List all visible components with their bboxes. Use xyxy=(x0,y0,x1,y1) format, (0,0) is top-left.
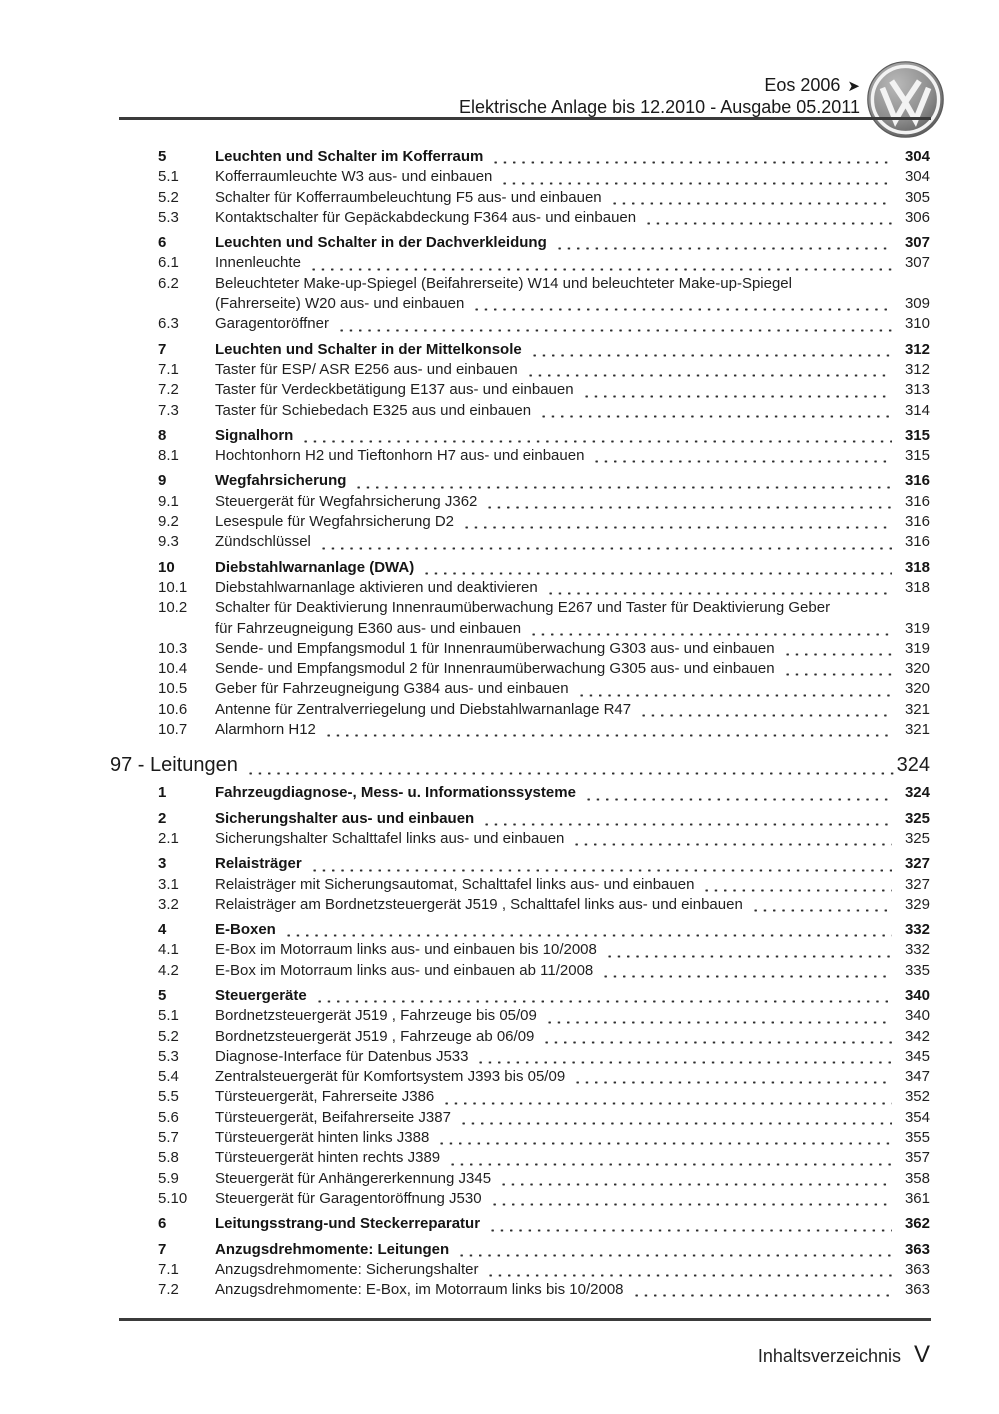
toc-entry-title: Relaisträger xyxy=(215,855,302,873)
toc-entry-page: 335 xyxy=(904,961,930,979)
dot-leader xyxy=(584,783,892,803)
dot-leader xyxy=(485,492,892,512)
toc-entry-page: 363 xyxy=(904,1260,930,1278)
toc-entry-number: 5.6 xyxy=(158,1108,179,1126)
toc-entry-number: 10.1 xyxy=(158,578,188,596)
toc-entry-row xyxy=(110,314,930,334)
toc-entry-title: Sende- und Empfangsmodul 2 für Innenraumüberwachung G305 aus- und einbauen xyxy=(215,660,775,678)
toc-entry-page: 304 xyxy=(904,148,930,165)
toc-entry-row xyxy=(110,940,930,960)
toc-entry-row xyxy=(110,492,930,512)
toc-entry-row xyxy=(110,1047,930,1067)
dot-leader xyxy=(573,1067,892,1087)
toc-entry-title-line1: Schalter für Deaktivierung Innenraumüberwachung E267 und Taster für Deaktivierung Geber xyxy=(215,599,831,617)
dot-leader xyxy=(529,619,892,639)
toc-entry-page: 347 xyxy=(904,1068,930,1086)
toc-entry-row xyxy=(110,1027,930,1047)
dot-leader xyxy=(462,512,892,532)
toc-entry-title: Diagnose-Interface für Datenbus J533 xyxy=(215,1047,469,1065)
toc-entry-title: Leuchten und Schalter in der Dachverkleidung xyxy=(215,234,547,252)
toc-entry-page: 307 xyxy=(904,234,930,252)
toc-entry-page: 354 xyxy=(904,1108,930,1126)
toc-entry-row xyxy=(110,1169,930,1189)
toc-entry-page: 327 xyxy=(904,875,930,893)
toc-entry-row xyxy=(110,598,930,639)
toc-entry-page: 320 xyxy=(904,660,930,678)
toc-entry-page: 315 xyxy=(904,426,930,444)
toc-entry-title: Türsteuergerät, Beifahrerseite J387 xyxy=(215,1108,451,1126)
toc-entry-title: Türsteuergerät hinten links J388 xyxy=(215,1129,430,1147)
model-name: Eos 2006 xyxy=(764,75,841,95)
toc-entry-page: 305 xyxy=(904,188,930,206)
toc-entry-number: 10.2 xyxy=(158,599,188,617)
toc-entry-title: Sende- und Empfangsmodul 1 für Innenraumüberwachung G303 aus- und einbauen xyxy=(215,639,775,657)
dot-leader xyxy=(324,720,892,740)
toc-entry-row xyxy=(110,1067,930,1087)
toc-entry-title-line2: für Fahrzeugneigung E360 aus- und einbauen xyxy=(215,619,522,637)
dot-leader xyxy=(546,578,892,598)
toc-entry-page: 340 xyxy=(904,986,930,1004)
dot-leader xyxy=(592,446,892,466)
toc-entry-title-line2-row xyxy=(215,619,930,639)
toc-entry-number: 10.7 xyxy=(158,721,188,739)
toc-entry-page: 357 xyxy=(904,1149,930,1167)
toc-entry-page: 316 xyxy=(904,533,930,551)
toc-entry-title: Signalhorn xyxy=(215,426,294,444)
vw-logo-icon xyxy=(867,61,944,138)
toc-entry-title: Wegfahrsicherung xyxy=(215,472,347,490)
toc-entry-title: Kofferraumleuchte W3 aus- und einbauen xyxy=(215,168,493,186)
toc-entry-page: 316 xyxy=(904,492,930,510)
page-footer xyxy=(758,1341,930,1369)
header-subtitle: Elektrische Anlage bis 12.2010 - Ausgabe 05.2011 xyxy=(459,97,860,117)
toc-entry-row xyxy=(110,1189,930,1209)
toc-entry-row xyxy=(110,274,930,315)
toc-entry-row xyxy=(110,401,930,421)
dot-leader xyxy=(448,1148,892,1168)
toc-entry-number: 6.1 xyxy=(158,254,179,272)
toc-entry-page: 321 xyxy=(904,721,930,739)
toc-entry-page: 358 xyxy=(904,1169,930,1187)
toc-entry-page: 321 xyxy=(904,700,930,718)
toc-entry-row xyxy=(110,167,930,187)
toc-entry-title: Schalter für Kofferraumbeleuchtung F5 aus- und einbauen xyxy=(215,188,602,206)
toc-entry-row xyxy=(110,471,930,491)
toc-entry-title: Bordnetzsteuergerät J519 , Fahrzeuge bis 05/09 xyxy=(215,1007,537,1025)
toc-entry-number: 4.1 xyxy=(158,941,179,959)
toc-entry-number: 2.1 xyxy=(158,829,179,847)
toc-entry-number: 5.1 xyxy=(158,1007,179,1025)
page-header xyxy=(459,75,860,117)
toc-entry-row xyxy=(110,1260,930,1280)
toc-entry-number: 7 xyxy=(158,1240,167,1258)
toc-entry-title: Zentralsteuergerät für Komfortsystem J393 bis 05/09 xyxy=(215,1068,566,1086)
toc-entry-row xyxy=(110,854,930,874)
toc-entry-number: 5 xyxy=(158,148,167,165)
dot-leader xyxy=(500,167,892,187)
toc-entry-number: 8.1 xyxy=(158,447,179,465)
toc-entry-title: E-Box im Motorraum links aus- und einbauen ab 11/2008 xyxy=(215,961,594,979)
toc-entry-row xyxy=(110,961,930,981)
toc-entry-row xyxy=(110,253,930,273)
toc-entry-page: 325 xyxy=(904,829,930,847)
toc-entry-number: 6.3 xyxy=(158,315,179,333)
toc-entry-title: Leuchten und Schalter im Kofferraum xyxy=(215,148,484,165)
toc-entry-number: 5 xyxy=(158,986,167,1004)
footer-page-number: V xyxy=(913,1341,930,1368)
toc-entry-number: 10.6 xyxy=(158,700,188,718)
toc-entry-title: Geber für Fahrzeugneigung G384 aus- und einbauen xyxy=(215,680,569,698)
toc-entry-title: Alarmhorn H12 xyxy=(215,721,316,739)
toc-entry-number: 7.1 xyxy=(158,360,179,378)
dot-leader xyxy=(422,558,892,578)
toc-entry-page: 304 xyxy=(904,168,930,186)
toc-entry-page: 312 xyxy=(904,360,930,378)
dot-leader xyxy=(545,1006,892,1026)
toc-entry-title-wrap xyxy=(215,598,930,639)
toc-entry-page: 362 xyxy=(904,1215,930,1233)
toc-entry-row xyxy=(110,512,930,532)
dot-leader xyxy=(315,986,892,1006)
toc-entry-row xyxy=(110,380,930,400)
footer-label: Inhaltsverzeichnis xyxy=(757,1346,901,1366)
dot-leader xyxy=(639,700,892,720)
toc-entry-row xyxy=(110,1108,930,1128)
toc-entry-title-wrap xyxy=(215,274,930,315)
toc-entry-page: 329 xyxy=(904,895,930,913)
toc-entry-number: 1 xyxy=(158,784,167,802)
model-arrow-icon: ➤ xyxy=(847,78,860,95)
toc-entry-row xyxy=(110,829,930,849)
toc-entry-page: 324 xyxy=(904,784,930,802)
toc-chapter-row xyxy=(110,753,930,778)
dot-leader xyxy=(488,1214,892,1234)
dot-leader xyxy=(459,1108,892,1128)
toc-entry-row xyxy=(110,558,930,578)
dot-leader xyxy=(783,659,892,679)
toc-entry-row xyxy=(110,809,930,829)
toc-entry-page: 352 xyxy=(904,1088,930,1106)
toc-entry-row xyxy=(110,340,930,360)
toc-entry-title: Steuergeräte xyxy=(215,986,307,1004)
toc-entry-number: 6 xyxy=(158,234,167,252)
dot-leader xyxy=(499,1169,892,1189)
toc-entry-title: Garagentoröffner xyxy=(215,315,329,333)
toc-entry-number: 6.2 xyxy=(158,274,179,292)
dot-leader xyxy=(309,253,892,273)
toc-entry-row xyxy=(110,679,930,699)
toc-entry-title: Relaisträger am Bordnetzsteuergerät J519 , Schalttafel links aus- und einbauen xyxy=(215,895,743,913)
toc-entry-title: Türsteuergerät, Fahrerseite J386 xyxy=(215,1088,435,1106)
toc-entry-title: Steuergerät für Garagentoröffnung J530 xyxy=(215,1189,482,1207)
toc-entry-title: Antenne für Zentralverriegelung und Diebstahlwarnanlage R47 xyxy=(215,700,632,718)
dot-leader xyxy=(577,679,892,699)
toc-entry-page: 319 xyxy=(904,639,930,657)
dot-leader xyxy=(783,639,892,659)
toc-entry-row xyxy=(110,700,930,720)
toc-entry-page: 342 xyxy=(904,1027,930,1045)
toc-entry-title: Hochtonhorn H2 und Tieftonhorn H7 aus- und einbauen xyxy=(215,447,585,465)
toc-entry-number: 6 xyxy=(158,1215,167,1233)
toc-entry-number: 10.5 xyxy=(158,680,188,698)
toc-entry-number: 5.7 xyxy=(158,1129,179,1147)
dot-leader xyxy=(702,875,892,895)
toc-entry-number: 7.3 xyxy=(158,401,179,419)
toc-entry-number: 5.8 xyxy=(158,1149,179,1167)
toc-entry-page: 319 xyxy=(904,619,930,637)
toc-entry-page: 327 xyxy=(904,855,930,873)
dot-leader xyxy=(319,532,892,552)
toc-entry-number: 9.1 xyxy=(158,492,179,510)
dot-leader xyxy=(601,961,892,981)
toc-entry-number: 9 xyxy=(158,472,167,490)
toc-entry-row xyxy=(110,578,930,598)
toc-entry-title: Anzugsdrehmomente: Leitungen xyxy=(215,1240,450,1258)
toc-entry-number: 5.5 xyxy=(158,1088,179,1106)
toc-entry-row xyxy=(110,147,930,167)
dot-leader xyxy=(437,1128,892,1148)
toc-entry-row xyxy=(110,720,930,740)
toc-entry-page: 306 xyxy=(904,208,930,226)
toc-entry-number: 8 xyxy=(158,426,167,444)
dot-leader xyxy=(605,940,892,960)
toc-entry-page: 312 xyxy=(904,340,930,358)
header-model-line xyxy=(459,75,860,97)
toc-entry-title: Fahrzeugdiagnose-, Mess- u. Informationssysteme xyxy=(215,784,576,802)
dot-leader xyxy=(644,208,892,228)
toc-entry-number: 3 xyxy=(158,855,167,873)
table-of-contents xyxy=(110,142,930,1300)
footer-rule xyxy=(119,1318,931,1321)
toc-entry-row xyxy=(110,1006,930,1026)
dot-leader xyxy=(490,1189,892,1209)
toc-entry-title-line2: (Fahrerseite) W20 aus- und einbauen xyxy=(215,295,465,313)
toc-entry-row xyxy=(110,986,930,1006)
dot-leader xyxy=(555,233,892,253)
toc-entry-title: Lesespule für Wegfahrsicherung D2 xyxy=(215,513,455,531)
toc-entry-number: 5.10 xyxy=(158,1189,188,1207)
toc-entry-number: 7.2 xyxy=(158,381,179,399)
toc-entry-number: 10.4 xyxy=(158,660,188,678)
toc-entry-title: Steuergerät für Anhängererkennung J345 xyxy=(215,1169,492,1187)
toc-entry-number: 5.3 xyxy=(158,1047,179,1065)
toc-entry-title: Innenleuchte xyxy=(215,254,301,272)
toc-entry-number: 10 xyxy=(158,558,175,576)
toc-entry-title: E-Box im Motorraum links aus- und einbauen bis 10/2008 xyxy=(215,941,597,959)
toc-entry-title: Diebstahlwarnanlage aktivieren und deaktivieren xyxy=(215,578,538,596)
toc-entry-row xyxy=(110,426,930,446)
toc-entry-title: Anzugsdrehmomente: E-Box, im Motorraum links bis 10/2008 xyxy=(215,1281,624,1299)
toc-entry-number: 9.2 xyxy=(158,513,179,531)
dot-leader xyxy=(751,895,892,915)
toc-entry-row xyxy=(110,920,930,940)
toc-entry-number: 4.2 xyxy=(158,961,179,979)
toc-entry-number: 2 xyxy=(158,809,167,827)
dot-leader xyxy=(610,188,892,208)
toc-entry-title: Relaisträger mit Sicherungsautomat, Schalttafel links aus- und einbauen xyxy=(215,875,695,893)
toc-entry-title: Sicherungshalter Schalttafel links aus- und einbauen xyxy=(215,829,565,847)
toc-entry-page: 310 xyxy=(904,315,930,333)
dot-leader xyxy=(310,854,892,874)
dot-leader xyxy=(582,380,892,400)
toc-entry-row xyxy=(110,783,930,803)
toc-entry-page: 332 xyxy=(904,921,930,939)
toc-entry-row xyxy=(110,233,930,253)
toc-entry-row xyxy=(110,1148,930,1168)
toc-entry-row xyxy=(110,1128,930,1148)
toc-entry-page: 315 xyxy=(904,447,930,465)
toc-entry-page: 318 xyxy=(904,578,930,596)
toc-entry-row xyxy=(110,188,930,208)
toc-entry-number: 9.3 xyxy=(158,533,179,551)
toc-entry-number: 5.4 xyxy=(158,1068,179,1086)
dot-leader xyxy=(246,753,894,778)
toc-entry-number: 7.1 xyxy=(158,1260,179,1278)
toc-entry-number: 5.2 xyxy=(158,1027,179,1045)
toc-entry-title: Steuergerät für Wegfahrsicherung J362 xyxy=(215,492,478,510)
toc-entry-row xyxy=(110,1240,930,1260)
toc-entry-title: Anzugsdrehmomente: Sicherungshalter xyxy=(215,1260,479,1278)
toc-entry-title: Leitungsstrang-und Steckerreparatur xyxy=(215,1215,481,1233)
toc-entry-title-line2-row xyxy=(215,294,930,314)
toc-entry-number: 7.2 xyxy=(158,1281,179,1299)
toc-entry-row xyxy=(110,1280,930,1300)
toc-chapter-title: 97 - Leitungen xyxy=(110,754,238,777)
toc-entry-row xyxy=(110,446,930,466)
dot-leader xyxy=(472,294,892,314)
dot-leader xyxy=(301,426,892,446)
toc-entry-row xyxy=(110,659,930,679)
dot-leader xyxy=(337,314,892,334)
toc-entry-title: Diebstahlwarnanlage (DWA) xyxy=(215,558,415,576)
toc-entry-page: 355 xyxy=(904,1129,930,1147)
toc-entry-page: 307 xyxy=(904,254,930,272)
toc-entry-row xyxy=(110,895,930,915)
toc-entry-title: Sicherungshalter aus- und einbauen xyxy=(215,809,475,827)
toc-entry-number: 7 xyxy=(158,340,167,358)
toc-entry-row xyxy=(110,1214,930,1234)
dot-leader xyxy=(539,401,892,421)
toc-entry-title: Zündschlüssel xyxy=(215,533,311,551)
toc-entry-page: 316 xyxy=(904,472,930,490)
toc-entry-number: 5.1 xyxy=(158,168,179,186)
dot-leader xyxy=(482,809,892,829)
toc-entry-page: 314 xyxy=(904,401,930,419)
dot-leader xyxy=(457,1240,892,1260)
toc-entry-number: 5.3 xyxy=(158,208,179,226)
toc-entry-page: 313 xyxy=(904,381,930,399)
dot-leader xyxy=(354,471,892,491)
toc-entry-page: 340 xyxy=(904,1007,930,1025)
toc-entry-page: 363 xyxy=(904,1281,930,1299)
toc-entry-title: Bordnetzsteuergerät J519 , Fahrzeuge ab 06/09 xyxy=(215,1027,535,1045)
toc-entry-page: 361 xyxy=(904,1189,930,1207)
toc-entry-title: Türsteuergerät hinten rechts J389 xyxy=(215,1149,441,1167)
toc-entry-page: 316 xyxy=(904,513,930,531)
toc-entry-page: 325 xyxy=(904,809,930,827)
toc-entry-number: 5.9 xyxy=(158,1169,179,1187)
dot-leader xyxy=(572,829,892,849)
toc-entry-page: 309 xyxy=(904,295,930,313)
toc-entry-number: 5.2 xyxy=(158,188,179,206)
toc-entry-row xyxy=(110,1087,930,1107)
toc-entry-page: 332 xyxy=(904,941,930,959)
dot-leader xyxy=(542,1027,892,1047)
dot-leader xyxy=(530,340,892,360)
toc-entry-number: 4 xyxy=(158,921,167,939)
header-rule xyxy=(119,117,931,120)
toc-entry-page: 320 xyxy=(904,680,930,698)
toc-entry-page: 324 xyxy=(896,754,930,777)
toc-entry-number: 3.1 xyxy=(158,875,179,893)
toc-entry-title: Taster für Verdeckbetätigung E137 aus- und einbauen xyxy=(215,381,574,399)
toc-entry-title: Taster für Schiebedach E325 aus und einbauen xyxy=(215,401,532,419)
toc-entry-title: Taster für ESP/ ASR E256 aus- und einbauen xyxy=(215,360,518,378)
toc-entry-page: 345 xyxy=(904,1047,930,1065)
dot-leader xyxy=(486,1260,892,1280)
toc-entry-row xyxy=(110,208,930,228)
dot-leader xyxy=(491,147,892,167)
dot-leader xyxy=(632,1280,892,1300)
toc-entry-title: Kontaktschalter für Gepäckabdeckung F364 aus- und einbauen xyxy=(215,208,637,226)
toc-entry-title: Leuchten und Schalter in der Mittelkonsole xyxy=(215,340,522,358)
toc-entry-page: 363 xyxy=(904,1240,930,1258)
dot-leader xyxy=(526,360,892,380)
toc-entry-row xyxy=(110,639,930,659)
toc-entry-row xyxy=(110,360,930,380)
dot-leader xyxy=(442,1087,892,1107)
toc-entry-row xyxy=(110,532,930,552)
toc-entry-title-line1: Beleuchteter Make-up-Spiegel (Beifahrerseite) W14 und beleuchteter Make-up-Spiegel xyxy=(215,274,792,292)
toc-entry-number: 10.3 xyxy=(158,639,188,657)
toc-entry-title: E-Boxen xyxy=(215,921,276,939)
dot-leader xyxy=(284,920,892,940)
toc-entry-row xyxy=(110,875,930,895)
dot-leader xyxy=(476,1047,892,1067)
toc-entry-page: 318 xyxy=(904,558,930,576)
toc-entry-number: 3.2 xyxy=(158,895,179,913)
